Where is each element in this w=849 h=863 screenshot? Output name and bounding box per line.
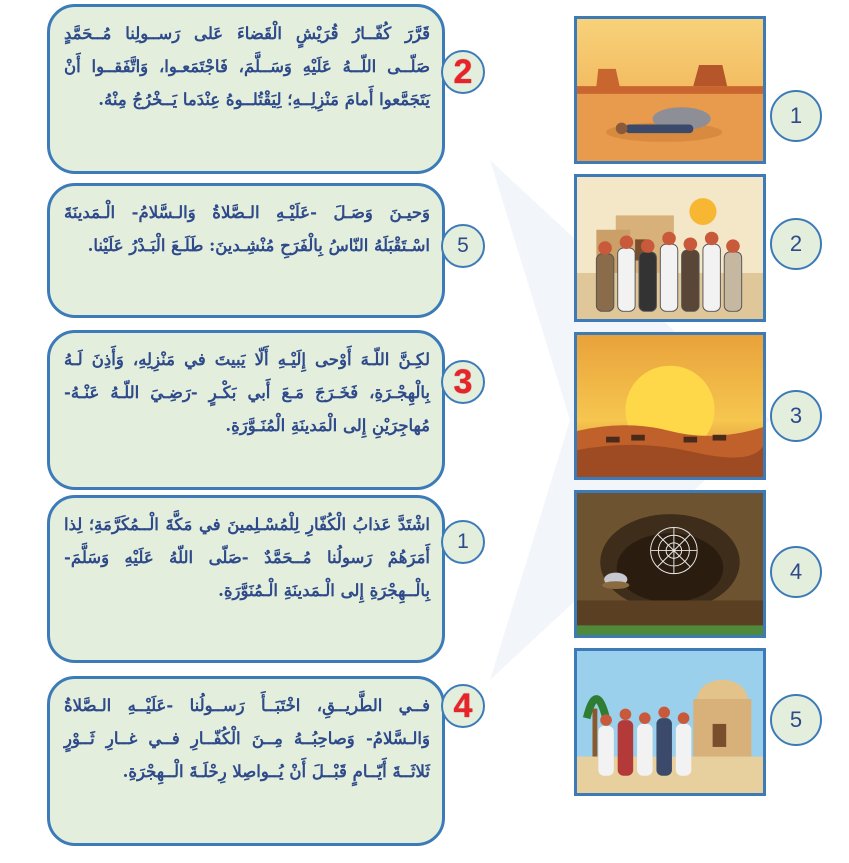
order-number-2: 5 (457, 234, 469, 257)
picture-number-3 (770, 390, 822, 442)
story-card-1 (47, 4, 445, 174)
picture-1 (574, 16, 766, 164)
story-text-2: وَحيـنَ وَصَـلَ -عَلَيْـهِ الـصَّلاةُ وَالـسَّلامُ- الْـمَدينَةَ اسْـتَقْبَلَهُ النّاسُ بِالْفَرَحِ مُنْشِـدينَ: طَلَـعَ الْبَـدْرُ عَلَيْنا. (64, 203, 430, 255)
picture-5 (574, 648, 766, 796)
order-marker-2[interactable] (441, 224, 485, 268)
story-text-3: لكِـنَّ اللّـهَ أَوْحى إِلَيْـهِ أَلّا يَبيتَ في مَنْزِلِهِ، وَأَذِنَ لَـهُ بِالْهِجْـرَةِ، فَخَـرَجَ مَـعَ أَبي بَكْـرٍ -رَضِـيَ اللّـهُ عَنْـهُ- مُهاجِرَيْنِ إِلى الْمَدينَةِ الْمُنَـوَّرَةِ. (64, 350, 430, 435)
picture-2 (574, 174, 766, 322)
story-text-4: اشْتَدَّ عَذابُ الْكُفّارِ لِلْمُسْـلِمينَ في مَكَّةَ الْــمُكَرَّمَةِ؛ لِذا أَمَرَهُمْ رَسولُنا مُــحَمَّدٌ -صَلّى اللّهُ عَلَيْهِ وَسَلَّمَ- بِالْــهِجْرَةِ إِلى الْـمَدينَةِ الْـمُنَوَّرَةِ. (64, 515, 430, 600)
story-card-4 (47, 495, 445, 663)
order-marker-4[interactable] (441, 520, 485, 564)
story-card-2 (47, 183, 445, 318)
desert-person-lying-icon (577, 19, 763, 161)
story-card-3 (47, 330, 445, 490)
picture-3 (574, 332, 766, 480)
picture-4 (574, 490, 766, 638)
story-card-5 (47, 676, 445, 846)
picture-number-label: 4 (789, 559, 803, 584)
people-gathered-house-icon (577, 177, 763, 319)
picture-number-label: 1 (789, 103, 803, 128)
picture-number-2 (770, 218, 822, 270)
city-welcome-crowd-icon (577, 651, 763, 793)
order-marker-1[interactable] (441, 50, 485, 94)
order-number-4: 1 (457, 530, 469, 553)
order-marker-5[interactable] (441, 684, 485, 728)
picture-number-4 (770, 546, 822, 598)
order-number-5: 4 (453, 686, 473, 725)
order-number-1: 2 (453, 52, 473, 91)
story-text-5: فــي الطَّريــقِ، اخْتَبَــأَ رَســولُنا -عَلَيْــهِ الـصَّلاةُ وَالـسَّلامُ- وَصاحِبُــهُ مِــنَ الْكُفّــارِ فــي غــارِ ثَــوْرٍ ثَلاثَــةَ أَيّــامٍ قَبْــلَ أَنْ يُــواصِلا رِحْلَـةَ الْــهِجْرَةِ. (64, 696, 430, 781)
picture-number-5 (770, 694, 822, 746)
order-marker-3[interactable] (441, 360, 485, 404)
picture-number-label: 3 (789, 403, 803, 428)
cave-spiderweb-dove-icon (577, 493, 763, 635)
story-text-1: قَرَّرَ كُفّــارُ قُرَيْشٍ الْقَضاءَ عَلى رَســولِنا مُــحَمَّدٍ صَلّــى اللّــهُ عَلَيْهِ وَسَــلَّمَ، فَاجْتَمَعـوا، وَاتَّفَقــوا أَنْ يَتَجَمَّعوا أَمامَ مَنْزِلِــهِ؛ لِيَقْتُلــوهُ عِنْدَما يَــخْرُجُ مِنْهُ. (64, 24, 430, 109)
picture-number-label: 2 (789, 231, 803, 256)
desert-caravan-sunset-icon (577, 335, 763, 477)
picture-number-label: 5 (789, 707, 803, 732)
picture-number-1 (770, 90, 822, 142)
order-number-3: 3 (453, 362, 473, 401)
